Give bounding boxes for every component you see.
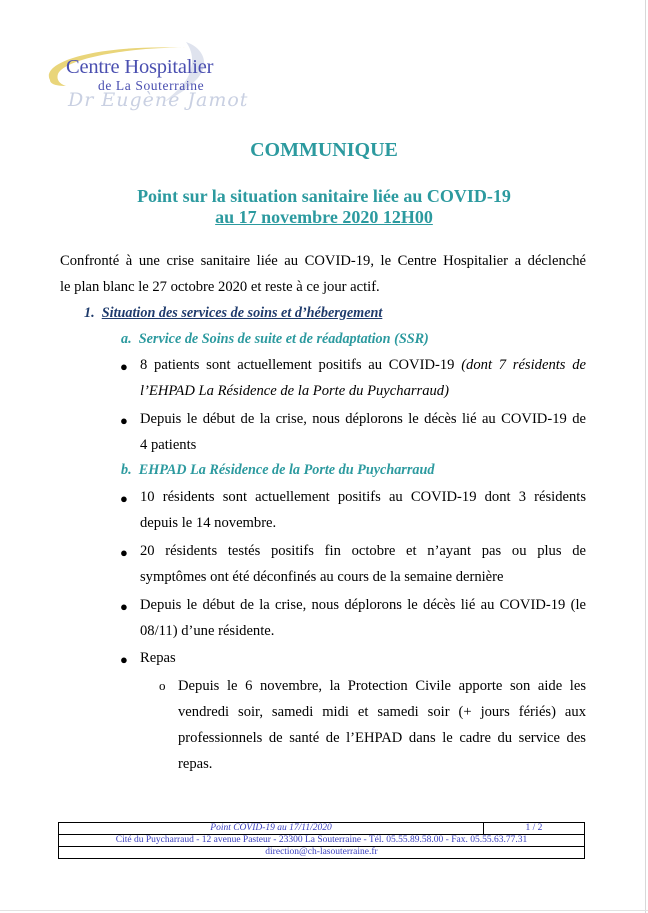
intro-line1: Confronté à une crise sanitaire liée au COVID-19, le Centre Hospitalier a déclenché — [60, 253, 586, 269]
repas-sub-line2: vendredi soir, samedi midi et samedi soir (+ jours fériés) aux — [178, 704, 586, 720]
ehpad-bullet2-line2: symptômes ont été déconfinés au cours de la semaine dernière — [140, 569, 504, 585]
intro-line2: le plan blanc le 27 octobre 2020 et reste à ce jour actif. — [60, 279, 380, 295]
bullet-dot-icon: ● — [120, 491, 128, 506]
ehpad-bullet2-line1: 20 résidents testés positifs fin octobre et n’ayant pas ou plus de — [140, 543, 586, 559]
bullet-dot-icon: ● — [120, 545, 128, 560]
ehpad-bullet3-line1: Depuis le début de la crise, nous déplorons le décès lié au COVID-19 (le — [140, 597, 586, 613]
logo-script: Dr Eugène Jamot — [68, 89, 249, 111]
logo-line1: Centre Hospitalier — [66, 56, 214, 78]
bullet-dot-icon: ● — [120, 413, 128, 428]
ehpad-heading — [121, 462, 434, 479]
ssr-bullet2-line1: Depuis le début de la crise, nous déplorons le décès lié au COVID-19 de — [140, 411, 586, 427]
repas-sub-line1: Depuis le 6 novembre, la Protection Civile apporte son aide les — [178, 678, 586, 694]
page-title: COMMUNIQUE — [250, 139, 398, 161]
bullet-dot-icon: ● — [120, 599, 128, 614]
ehpad-title: EHPAD La Résidence de la Porte du Puycharraud — [138, 462, 435, 478]
ehpad-bullet1-line2: depuis le 14 novembre. — [140, 515, 277, 531]
subtitle-line1: Point sur la situation sanitaire liée au COVID-19 — [137, 186, 511, 206]
ssr-bullet1-line1: 8 patients sont actuellement positifs au COVID-19 (dont 7 résidents de — [140, 357, 586, 373]
page-footer — [58, 822, 585, 859]
section1-number: 1. — [84, 305, 95, 321]
ehpad-bullet4: Repas — [140, 650, 176, 666]
ssr-letter: a. — [121, 331, 132, 347]
section1-heading — [84, 305, 382, 322]
bullet-dot-icon: ● — [120, 359, 128, 374]
ehpad-bullet1-line1: 10 résidents sont actuellement positifs au COVID-19 dont 3 résidents — [140, 489, 586, 505]
repas-sub-line4: repas. — [178, 756, 213, 772]
footer-email: direction@ch-lasouterraine.fr — [59, 847, 585, 859]
hospital-logo — [36, 36, 249, 116]
ssr-bullet1-line2: l’EHPAD La Résidence de la Porte du Puycharraud) — [140, 383, 449, 399]
repas-sub-line3: professionnels de santé de l’EHPAD dans le cadre du service des — [178, 730, 586, 746]
ssr-heading — [121, 331, 429, 348]
footer-doc-title: Point COVID-19 au 17/11/2020 — [59, 823, 484, 835]
bullet-dot-icon: ● — [120, 652, 128, 667]
section1-title: Situation des services de soins et d’hébergement — [101, 305, 383, 321]
ehpad-letter: b. — [121, 462, 132, 478]
circle-bullet-icon: o — [159, 678, 166, 693]
logo-line2: de La Souterraine — [98, 78, 205, 93]
ehpad-bullet3-line2: 08/11) d’une résidente. — [140, 623, 275, 639]
ssr-title: Service de Soins de suite et de réadaptation (SSR) — [138, 331, 429, 347]
page-edge-bottom — [0, 910, 648, 911]
subtitle-line2: au 17 novembre 2020 12H00 — [215, 207, 433, 227]
page-edge-right — [645, 0, 646, 913]
footer-page-number: 1 / 2 — [484, 823, 585, 835]
ssr-bullet2-line2: 4 patients — [140, 437, 197, 453]
footer-address: Cité du Puycharraud - 12 avenue Pasteur - 23300 La Souterraine - Tél. 05.55.89.58.00 - Fax. 05.55.63.77.31 — [59, 835, 585, 847]
